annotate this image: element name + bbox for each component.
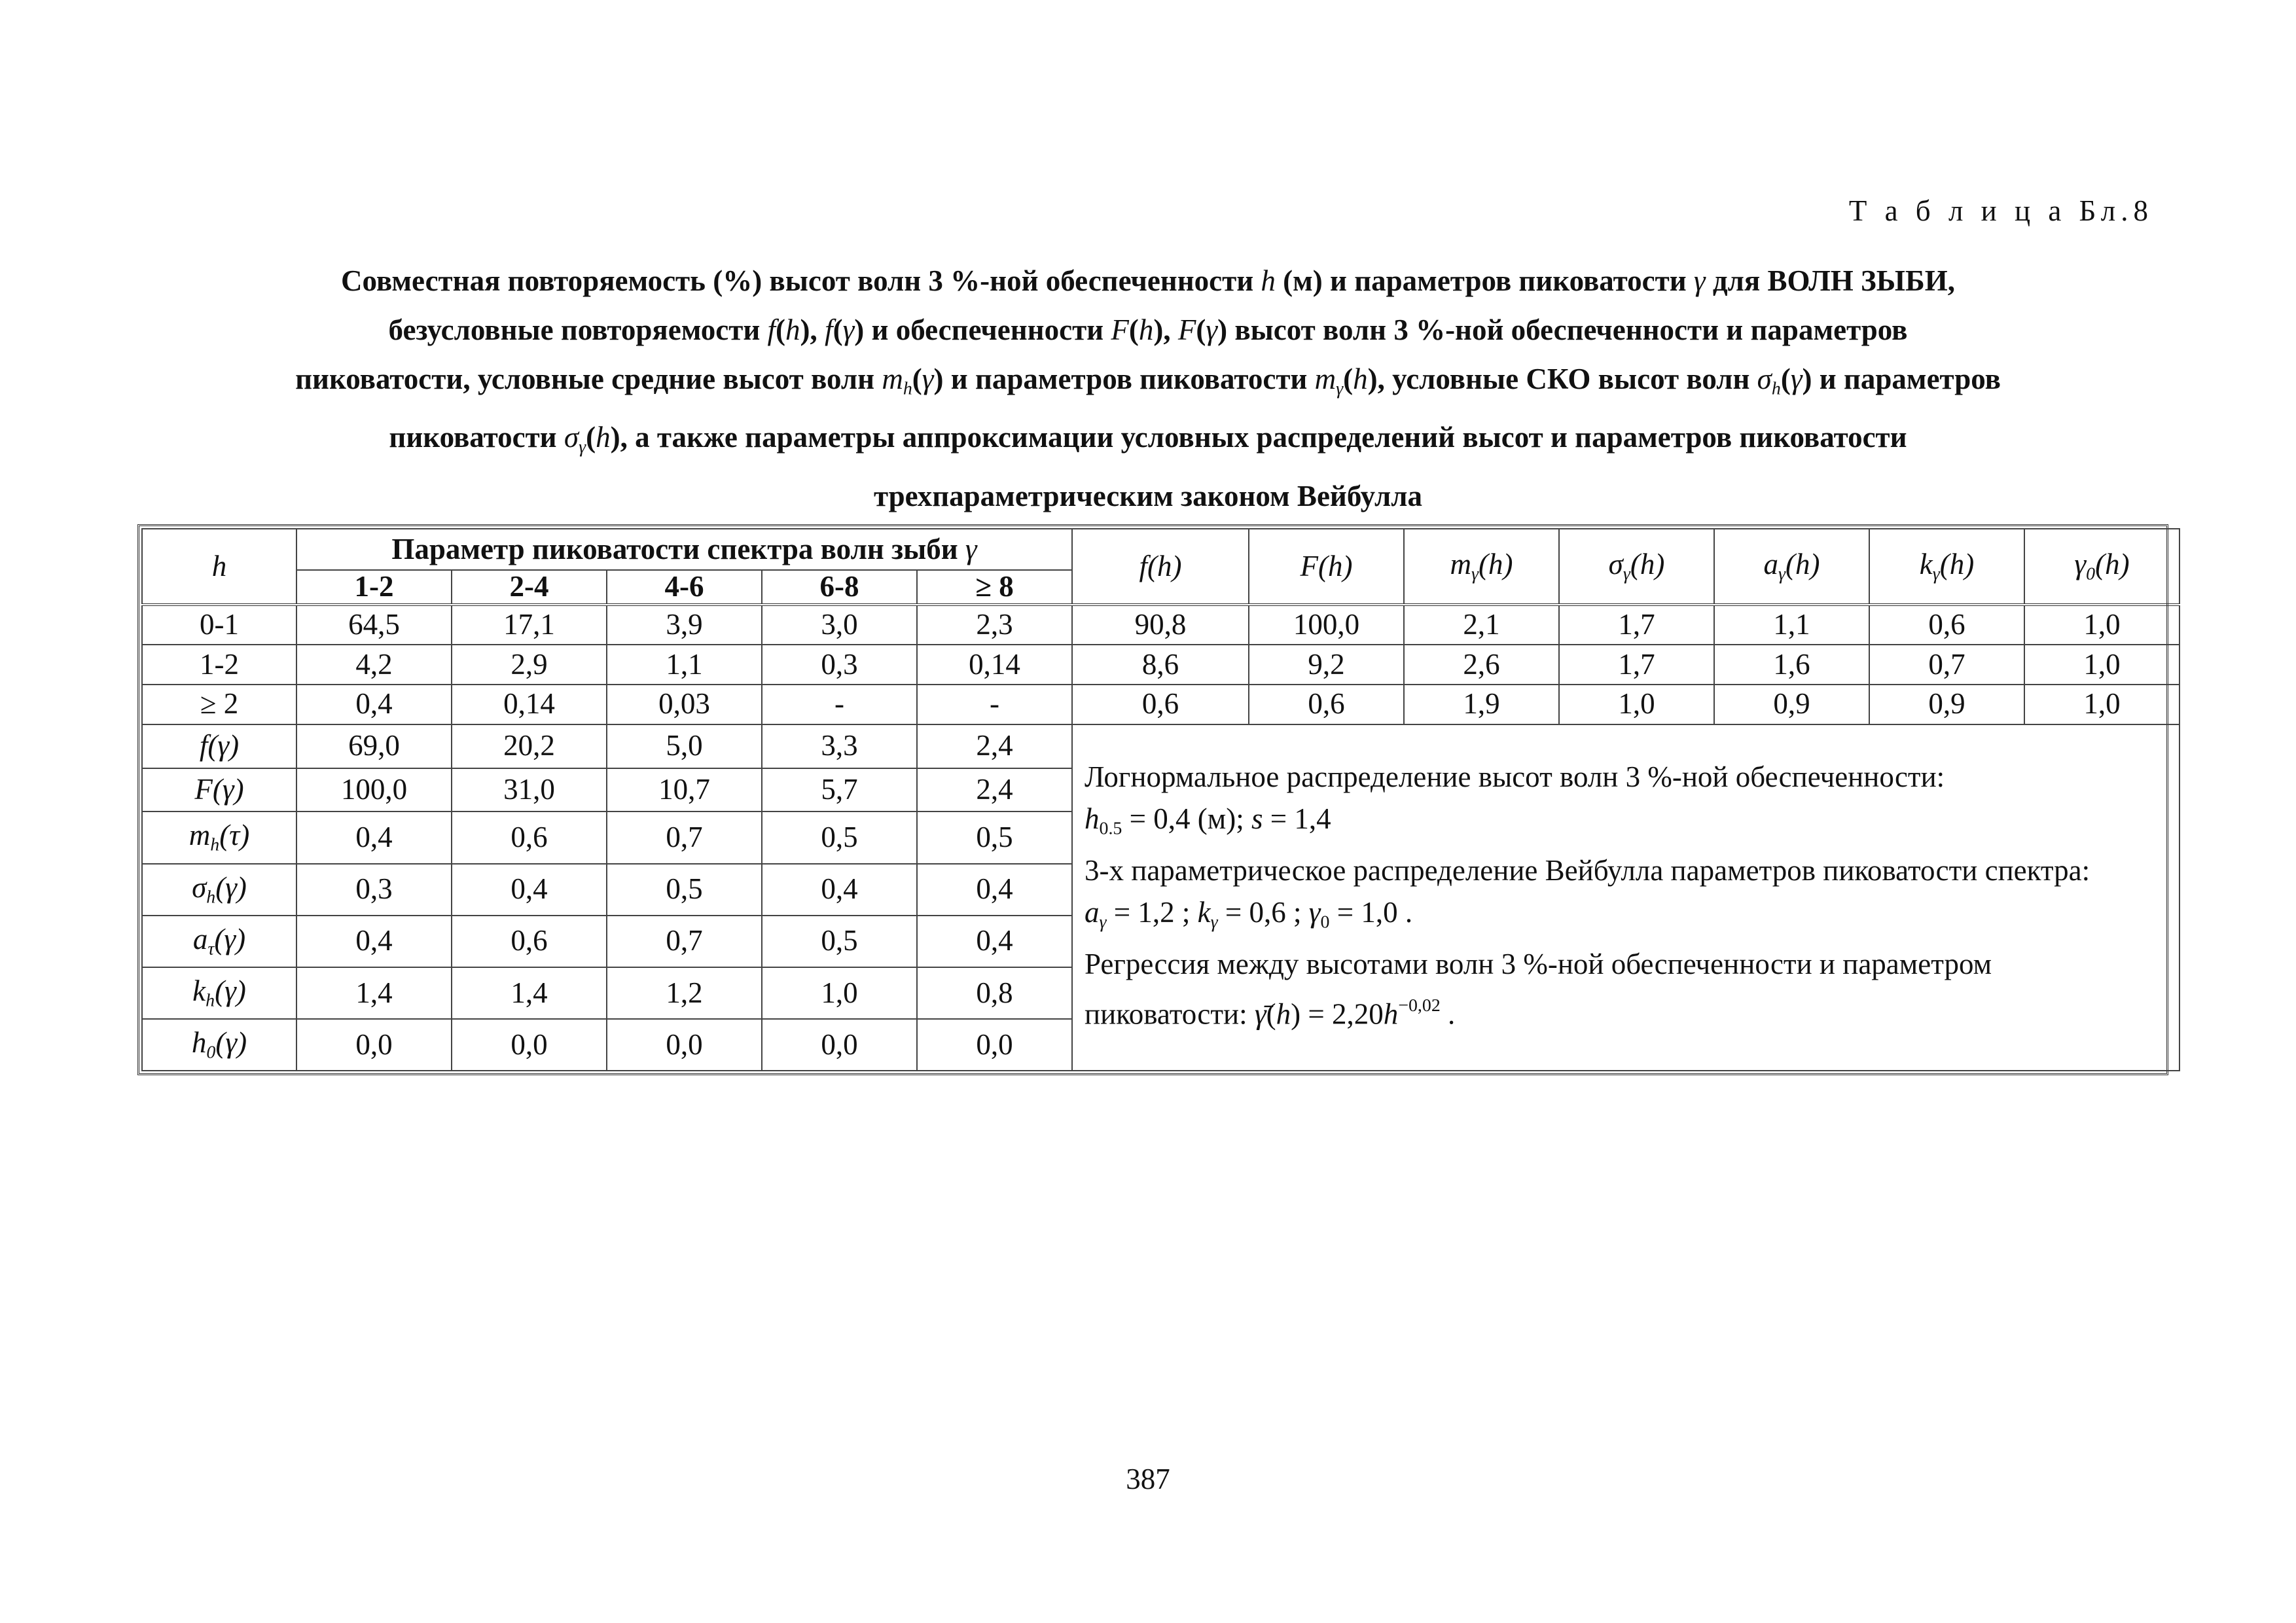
header-range: 1-2: [296, 570, 452, 605]
cell: 2,6: [1404, 645, 1559, 685]
cell: 0,4: [296, 916, 452, 967]
cell: 0,4: [296, 812, 452, 863]
cell: 0,4: [917, 864, 1072, 916]
header-F-h: F(h): [1249, 529, 1404, 605]
cell: 0,4: [452, 864, 607, 916]
cell: 17,1: [452, 605, 607, 645]
cell: 5,7: [762, 768, 917, 812]
header-range: 2-4: [452, 570, 607, 605]
cell: 0,0: [452, 1019, 607, 1071]
cell: 0,6: [452, 916, 607, 967]
cell: 5,0: [607, 724, 762, 768]
stat-label: f(γ): [142, 724, 296, 768]
cell: 1,7: [1559, 645, 1714, 685]
cell: 0,0: [917, 1019, 1072, 1071]
table-row: [142, 724, 2179, 768]
title-line-2: безусловные повторяемости f(h), f(γ) и обеспеченности F(h), F(γ) высот волн 3 %-ной обеспеченности и параметров: [388, 313, 1908, 346]
note-weibull: 3-х параметрическое распределение Вейбулла параметров пиковатости спектра:: [1085, 854, 2090, 887]
cell: 1,4: [452, 967, 607, 1019]
cell: 100,0: [296, 768, 452, 812]
cell: 0,3: [762, 645, 917, 685]
cell: 2,9: [452, 645, 607, 685]
data-table-frame: [137, 524, 2168, 1075]
header-peakedness-group: Параметр пиковатости спектра волн зыби γ: [296, 529, 1072, 570]
stat-label: F(γ): [142, 768, 296, 812]
cell: 0,6: [1249, 685, 1404, 724]
cell: 0,6: [1869, 605, 2024, 645]
cell: 1,2: [607, 967, 762, 1019]
header-h: h: [142, 529, 296, 605]
header-k-gamma-h: $k_\gamma(h)$: [1869, 529, 2024, 605]
cell: 0,5: [762, 812, 917, 863]
cell: 0,6: [1072, 685, 1249, 724]
cell: 0,4: [296, 685, 452, 724]
stat-label: $h_0(\gamma)$: [142, 1019, 296, 1071]
cell: 10,7: [607, 768, 762, 812]
cell: 0,7: [607, 916, 762, 967]
data-table: [141, 528, 2180, 1071]
cell: 2,3: [917, 605, 1072, 645]
cell: 64,5: [296, 605, 452, 645]
cell: 3,9: [607, 605, 762, 645]
cell: 2,4: [917, 768, 1072, 812]
title-line-3: пиковатости, условные средние высот волн $m_h(\gamma)$ и параметров пиковатости $m_\gamma(h)$, условные СКО высот волн $\sigma_h(\gamma)$ и параметров: [295, 363, 2001, 399]
cell: 69,0: [296, 724, 452, 768]
cell: 1,0: [2024, 605, 2179, 645]
note-regression-formula: пиковатости: γ̄(h) = $2,20h^{-0,02}$ .: [1085, 995, 1456, 1031]
row-h: ≥ 2: [142, 685, 296, 724]
stat-label: $\sigma_h(\gamma)$: [142, 864, 296, 916]
cell: 3,3: [762, 724, 917, 768]
table-label: Т а б л и ц а Бл.8: [1848, 194, 2153, 227]
note-lognormal-params: $h_{0.5} = 0,4$ (м); s = 1,4: [1085, 802, 1331, 839]
header-f-h: f(h): [1072, 529, 1249, 605]
cell: 0,14: [917, 645, 1072, 685]
cell: 2,1: [1404, 605, 1559, 645]
cell: 1,1: [607, 645, 762, 685]
title-line-5: трехпараметрическим законом Вейбулла: [873, 479, 1423, 512]
table-row: [142, 685, 2179, 724]
cell: 100,0: [1249, 605, 1404, 645]
cell: 0,9: [1869, 685, 2024, 724]
header-range: 4-6: [607, 570, 762, 605]
row-h: 1-2: [142, 645, 296, 685]
table-title: [131, 257, 2165, 521]
note-regression: Регрессия между высотами волн 3 %-ной обеспеченности и параметром: [1085, 948, 1992, 981]
cell: 8,6: [1072, 645, 1249, 685]
header-a-gamma-h: $a_\gamma(h)$: [1714, 529, 1869, 605]
cell: 1,4: [296, 967, 452, 1019]
cell: 0,6: [452, 812, 607, 863]
title-line-4: пиковатости $\sigma_\gamma(h)$, а также параметры аппроксимации условных распределений высот и параметров пиковатости: [389, 421, 1907, 457]
note-lognormal: Логнормальное распределение высот волн 3 %-ной обеспеченности:: [1085, 760, 1945, 793]
cell: 0,3: [296, 864, 452, 916]
stat-label: $m_h(\tau)$: [142, 812, 296, 863]
table-row: [142, 645, 2179, 685]
cell: 0,5: [607, 864, 762, 916]
header-gamma0-h: $\gamma_0(h)$: [2024, 529, 2179, 605]
cell: 0,0: [762, 1019, 917, 1071]
cell: 3,0: [762, 605, 917, 645]
cell: 1,7: [1559, 605, 1714, 645]
cell: 1,0: [1559, 685, 1714, 724]
header-sigma-gamma-h: $\sigma_\gamma(h)$: [1559, 529, 1714, 605]
cell: 1,9: [1404, 685, 1559, 724]
cell: 2,4: [917, 724, 1072, 768]
cell: 1,0: [2024, 645, 2179, 685]
header-range: ≥ 8: [917, 570, 1072, 605]
cell: 0,5: [762, 916, 917, 967]
cell: -: [762, 685, 917, 724]
cell: 0,14: [452, 685, 607, 724]
cell: 31,0: [452, 768, 607, 812]
stat-label: $a_\tau(\gamma)$: [142, 916, 296, 967]
cell: 1,0: [2024, 685, 2179, 724]
row-h: 0-1: [142, 605, 296, 645]
cell: 1,6: [1714, 645, 1869, 685]
cell: 20,2: [452, 724, 607, 768]
cell: 1,0: [762, 967, 917, 1019]
cell: -: [917, 685, 1072, 724]
page-number: 387: [1126, 1463, 1170, 1495]
cell: 4,2: [296, 645, 452, 685]
cell: 0,8: [917, 967, 1072, 1019]
header-m-gamma-h: $m_\gamma(h)$: [1404, 529, 1559, 605]
title-line-1: Совместная повторяемость (%) высот волн 3 %-ной обеспеченности h (м) и параметров пиковатости γ для ВОЛН ЗЫБИ,: [341, 264, 1955, 297]
table-row: [142, 605, 2179, 645]
cell: 0,7: [607, 812, 762, 863]
cell: 1,1: [1714, 605, 1869, 645]
notes-panel: [1072, 724, 2179, 1071]
cell: 90,8: [1072, 605, 1249, 645]
cell: 0,5: [917, 812, 1072, 863]
cell: 0,4: [762, 864, 917, 916]
cell: 0,9: [1714, 685, 1869, 724]
cell: 0,0: [607, 1019, 762, 1071]
cell: 0,0: [296, 1019, 452, 1071]
cell: 0,4: [917, 916, 1072, 967]
cell: 9,2: [1249, 645, 1404, 685]
header-range: 6-8: [762, 570, 917, 605]
cell: 0,03: [607, 685, 762, 724]
note-weibull-params: $a_\gamma = 1,2$ ; $k_\gamma = 0,6$ ; $\gamma_0 = 1,0$ .: [1085, 896, 1413, 933]
stat-label: $k_h(\gamma)$: [142, 967, 296, 1019]
cell: 0,7: [1869, 645, 2024, 685]
